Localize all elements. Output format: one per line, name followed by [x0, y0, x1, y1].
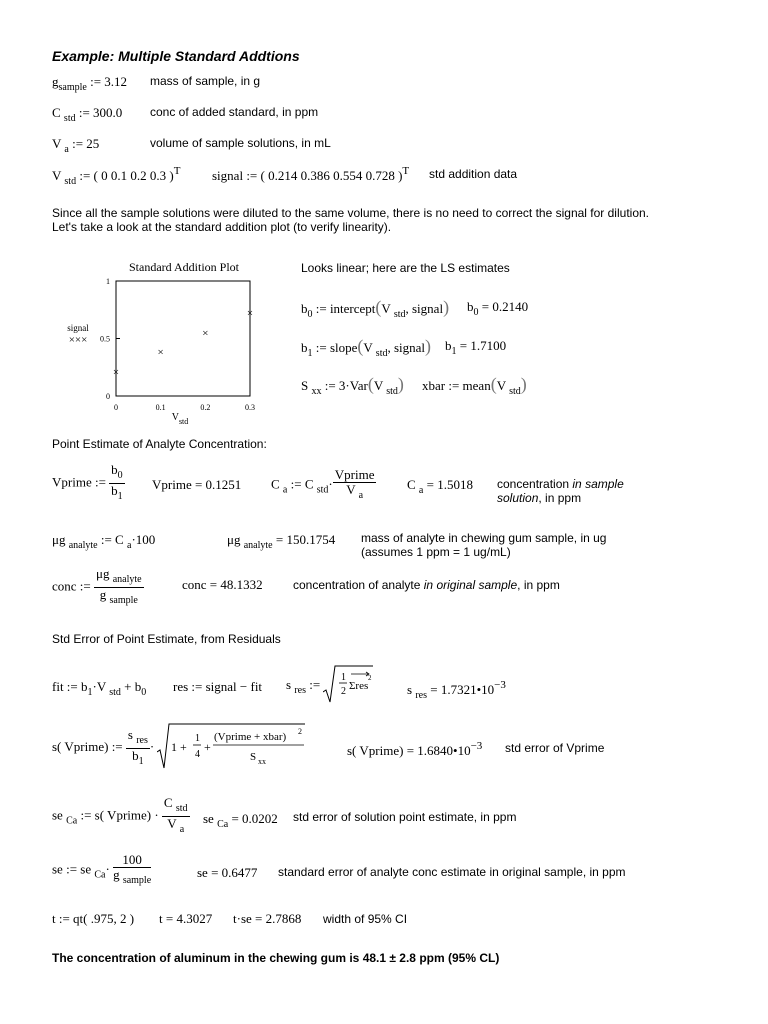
ca-desc-line-2: solution, in ppm [497, 491, 582, 505]
se-value: se = 0.6477 [197, 865, 258, 880]
b1-value: $b_1 = 1.7100$ [445, 338, 507, 357]
ls-heading: Looks linear; here are the LS estimates [301, 261, 510, 275]
v-a-def: V $_a$ := 25 [52, 136, 100, 155]
b0-value: $b_0 = 0.2140$ [467, 299, 529, 318]
ug-analyte-desc-line-2: (assumes 1 ppm = 1 ug/mL) [361, 545, 511, 559]
data-point: × [112, 366, 120, 379]
fit-def: fit := $b_1\cdot V$ $_{std} + b_0$ [52, 679, 147, 698]
conc-def: conc := $\frac{\mu g _{analyte}}{g _{sample}}$ [52, 566, 142, 606]
svg-text:1: 1 [341, 672, 347, 683]
signal-desc: std addition data [429, 167, 518, 181]
sres-def: s $_{res}$ := 1 2 Σres 2 [286, 664, 373, 708]
y-tick-label: 1 [106, 277, 110, 286]
svg-text:Σres: Σres [349, 680, 369, 692]
point-estimate-heading: Point Estimate of Analyte Concentration: [52, 437, 267, 451]
legend-markers: ××× [68, 334, 88, 346]
b1-def: $b_1$ := slope(V $_{std}$, signal) [301, 336, 432, 359]
x-tick-label: 0 [114, 403, 118, 412]
svg-text:xx: xx [258, 757, 267, 766]
xbar-def: xbar := mean(V $_{std}$) [422, 374, 527, 397]
sres-value: s $_{res} = 1.7321•10^{-3}$ [407, 679, 506, 701]
sxx-def: S $_{xx}$ := 3·Var(V $_{std}$) [301, 374, 404, 397]
vprime-def: Vprime := $\frac{b_0}{b_1}$ [52, 462, 123, 502]
x-tick-label: 0.1 [155, 403, 166, 412]
s-vprime-desc: std error of Vprime [505, 741, 605, 755]
standard-addition-plot [40, 255, 290, 430]
std-error-heading: Std Error of Point Estimate, from Residuals [52, 632, 281, 646]
t-value: t = 4.3027 [159, 911, 213, 926]
svg-text:1 +: 1 + [171, 740, 188, 754]
svg-text:+: + [204, 740, 212, 754]
s-vprime-value: s( Vprime) = $1.6840•10^{-3}$ [347, 740, 483, 758]
data-point: × [246, 307, 254, 320]
s-vprime-def: s( Vprime) := $\frac{s _{res}}{b_1}$ · 1 + 1 4 + (Vprime + xbar) 2 S xx [52, 722, 307, 774]
c-std-def: C $_{std}$ := 300.0 [52, 105, 123, 124]
ca-value: C $_a$ = 1.5018 [407, 477, 473, 496]
svg-text:2: 2 [341, 686, 347, 697]
ug-analyte-value: μg $_{analyte}$ = 150.1754 [227, 532, 336, 551]
t-def: t := qt( .975, 2 ) [52, 911, 135, 926]
data-point: × [202, 327, 209, 340]
paragraph-line-2: Let's take a look at the standard addition plot (to verify linearity). [52, 220, 392, 234]
conc-value: conc = 48.1332 [182, 577, 263, 592]
x-axis-label: $V_{std}$ [171, 412, 189, 426]
res-def: res := signal − fit [173, 679, 263, 694]
vprime-value: Vprime = 0.1251 [152, 477, 242, 492]
se-desc: standard error of analyte conc estimate in original sample, in ppm [278, 865, 626, 879]
x-tick-label: 0.2 [200, 403, 211, 412]
t-se-value: t·se = 2.7868 [233, 911, 302, 926]
data-point: × [157, 346, 164, 359]
v-std-def: V $_{std}$ := ( 0 0.1 0.2 0.3 )$^T$ [52, 165, 181, 187]
ca-def: C $_a$ := C $_{std}$· $\frac{\text{Vprime}}{V _a}$ [271, 467, 375, 501]
svg-text:(Vprime + xbar): (Vprime + xbar) [214, 731, 287, 743]
chart-title: Standard Addition Plot [128, 260, 240, 274]
c-std-desc: conc of added standard, in ppm [150, 105, 319, 119]
plot-frame [116, 281, 250, 396]
conc-desc: concentration of analyte in original sample, in ppm [293, 578, 560, 592]
se-def: se := se $_{Ca}$· $\frac{100}{g _{sample}}$ [52, 852, 152, 886]
svg-text:S: S [250, 751, 257, 763]
svg-text:2: 2 [368, 674, 372, 682]
ug-analyte-def: μg $_{analyte}$ := C $_a$·100 [52, 532, 156, 551]
v-a-desc: volume of sample solutions, in mL [150, 136, 331, 150]
x-tick-label: 0.3 [245, 403, 255, 412]
svg-text:1: 1 [195, 733, 201, 744]
paragraph-line-1: Since all the sample solutions were diluted to the same volume, there is no need to correct the signal for dilution. [52, 206, 649, 220]
y-tick-label: 0.5 [100, 334, 110, 344]
ug-analyte-desc: mass of analyte in chewing gum sample, in ug [361, 531, 607, 545]
b0-def: $b_0$ := intercept(V $_{std}$, signal) [301, 297, 450, 320]
signal-def: signal := ( 0.214 0.386 0.554 0.728 )$^T$ [212, 165, 410, 183]
y-axis-label: signal [67, 323, 89, 333]
g-sample-def: $g_{sample}$ := 3.12 [52, 74, 128, 93]
se-ca-desc: std error of solution point estimate, in ppm [293, 810, 517, 824]
se-ca-value: se $_{Ca}$ = 0.0202 [203, 811, 278, 830]
se-ca-def: se $_{Ca}$ := s( Vprime) · $\frac{C _{std}}{V _a}$ [52, 795, 188, 835]
t-se-desc: width of 95% CI [323, 912, 408, 926]
ca-desc: concentration in sample [497, 477, 624, 491]
svg-text:4: 4 [195, 749, 201, 760]
svg-text:2: 2 [298, 727, 303, 736]
g-sample-desc: mass of sample, in g [150, 74, 261, 88]
conclusion: The concentration of aluminum in the chewing gum is 48.1 ± 2.8 ppm (95% CL) [52, 951, 500, 965]
y-tick-label: 0 [106, 392, 110, 401]
page-title: Example: Multiple Standard Addtions [52, 48, 300, 64]
